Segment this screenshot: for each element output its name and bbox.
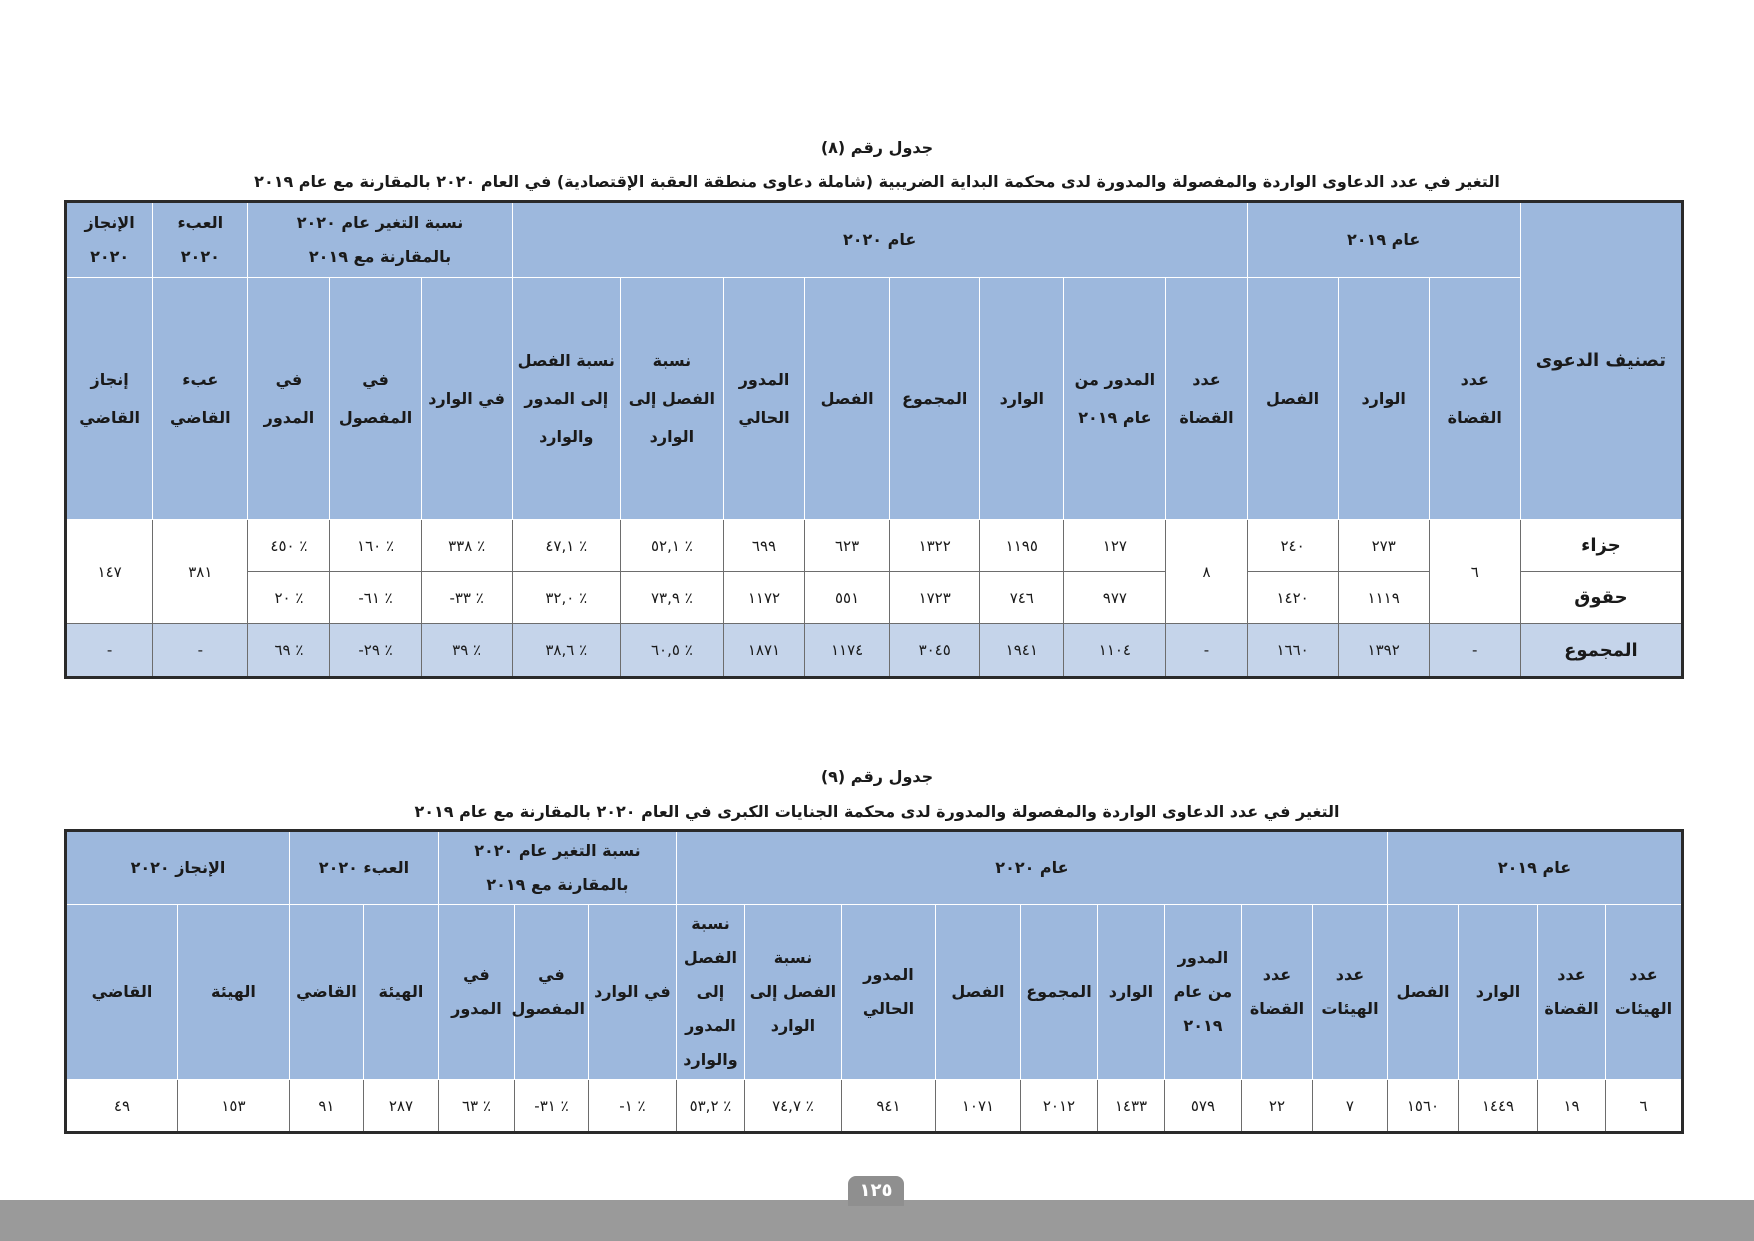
header-change-group	[438, 831, 676, 905]
total-judges-2019: -	[1429, 624, 1520, 678]
cell-change-resolved: ٪ ٦١-	[330, 572, 421, 624]
cell-incoming-2020: ٧٤٦	[980, 572, 1064, 624]
header-ratio-resolved-incoming: نسبة الفصل إلى الوارد	[744, 905, 841, 1080]
change-group-line2: بالمقارنة مع ٢٠١٩	[486, 875, 629, 894]
table-row	[66, 1080, 1683, 1133]
header-incoming-2020: الوارد	[1097, 905, 1164, 1080]
cell-resolved-2019: ١٤٢٠	[1247, 572, 1338, 624]
page-number: ١٢٥	[848, 1176, 904, 1206]
total-change-resolved: ٪ ٢٩-	[330, 624, 421, 678]
header-resolved-2019: الفصل	[1247, 278, 1338, 520]
cell-judge-burden: ٣٨١	[153, 520, 248, 624]
header-judge-achievement: إنجاز القاضي	[66, 278, 153, 520]
cell-panels-2019: ٦	[1606, 1080, 1683, 1133]
header-ratio-resolved-incoming: نسبة الفصل إلى الوارد	[620, 278, 723, 520]
header-burden-group	[153, 202, 248, 278]
table-row	[66, 520, 1683, 572]
cell-current-carried: ٦٩٩	[723, 520, 804, 572]
change-group-line1: نسبة التغير عام ٢٠٢٠	[296, 213, 464, 232]
total-ratio-resolved-carried-incoming: ٪ ٣٨,٦	[512, 624, 620, 678]
total-resolved-2019: ١٦٦٠	[1247, 624, 1338, 678]
cell-resolved-2020: ١٠٧١	[935, 1080, 1020, 1133]
header-change-incoming: في الوارد	[588, 905, 676, 1080]
cell-change-carried: ٪ ٤٥٠	[248, 520, 330, 572]
total-incoming-2020: ١٩٤١	[980, 624, 1064, 678]
total-total-2020: ٣٠٤٥	[890, 624, 980, 678]
cell-judge-achievement: ١٤٧	[66, 520, 153, 624]
table9-subtitle: التغير في عدد الدعاوى الواردة والمفصولة والمدورة لدى محكمة الجنايات الكبرى في العام ٢٠٢٠ بالمقارنة مع عام ٢٠١٩	[414, 802, 1340, 821]
cell-judges-2019: ١٩	[1538, 1080, 1606, 1133]
cell-incoming-2020: ١١٩٥	[980, 520, 1064, 572]
total-judges-2020: -	[1166, 624, 1247, 678]
cell-ratio-resolved-incoming: ٪ ٧٤,٧	[744, 1080, 841, 1133]
cell-carried-from-2019: ٩٧٧	[1064, 572, 1166, 624]
row-label: جزاء	[1520, 520, 1682, 572]
table-total-row	[66, 624, 1683, 678]
cell-incoming-2019: ٢٧٣	[1338, 520, 1429, 572]
total-judge-burden: -	[153, 624, 248, 678]
row-label: حقوق	[1520, 572, 1682, 624]
header-change-carried: في المدور	[438, 905, 514, 1080]
header-total-2020: المجموع	[1020, 905, 1097, 1080]
table8	[64, 200, 1684, 679]
cell-incoming-2019: ١٤٤٩	[1459, 1080, 1538, 1133]
header-burden-judge: القاضي	[289, 905, 363, 1080]
header-incoming-2019: الوارد	[1338, 278, 1429, 520]
total-change-incoming: ٪ ٣٩	[421, 624, 512, 678]
cell-resolved-2020: ٥٥١	[805, 572, 890, 624]
total-carried-from-2019: ١١٠٤	[1064, 624, 1166, 678]
header-current-carried: المدور الحالي	[723, 278, 804, 520]
cell-burden-panel: ٢٨٧	[363, 1080, 438, 1133]
header-burden-panel: الهيئة	[363, 905, 438, 1080]
cell-change-resolved: ٪ ١٦٠	[330, 520, 421, 572]
cell-judges-2019: ٦	[1429, 520, 1520, 624]
header-change-resolved: في المفصول	[514, 905, 588, 1080]
header-ratio-resolved-carried-incoming: نسبة الفصل إلى المدور والوارد	[676, 905, 744, 1080]
cell-judges-2020: ٢٢	[1241, 1080, 1312, 1133]
cell-ratio-resolved-carried-incoming: ٪ ٤٧,١	[512, 520, 620, 572]
header-achievement-panel: الهيئة	[177, 905, 289, 1080]
cell-ratio-resolved-incoming: ٪ ٧٣,٩	[620, 572, 723, 624]
table9	[64, 829, 1684, 1134]
cell-change-incoming: ٪ ٣٣-	[421, 572, 512, 624]
header-change-group	[248, 202, 512, 278]
cell-resolved-2019: ٢٤٠	[1247, 520, 1338, 572]
change-group-line2: بالمقارنة مع ٢٠١٩	[308, 247, 452, 266]
header-incoming-2019: الوارد	[1459, 905, 1538, 1080]
header-judges-2020: عدد القضاة	[1166, 278, 1247, 520]
header-judges-2019: عدد القضاة	[1429, 278, 1520, 520]
header-year-2019: عام ٢٠١٩	[1247, 202, 1520, 278]
table8-caption: جدول رقم (٨)	[820, 138, 934, 157]
header-achievement-judge: القاضي	[66, 905, 178, 1080]
header-judges-2019: عدد القضاة	[1538, 905, 1606, 1080]
table9-caption: جدول رقم (٩)	[820, 767, 934, 786]
cell-change-carried: ٪ ٢٠	[248, 572, 330, 624]
cell-resolved-2020: ٦٢٣	[805, 520, 890, 572]
cell-change-incoming: ٪ ١-	[588, 1080, 676, 1133]
cell-incoming-2020: ١٤٣٣	[1097, 1080, 1164, 1133]
cell-total-2020: ١٣٢٢	[890, 520, 980, 572]
total-judge-achievement: -	[66, 624, 153, 678]
header-change-resolved: في المفصول	[330, 278, 421, 520]
achievement-group-line2: ٢٠٢٠	[90, 247, 130, 266]
header-carried-from-2019: المدور من عام ٢٠١٩	[1064, 278, 1166, 520]
footer-bar	[0, 1200, 1754, 1241]
header-classification: تصنيف الدعوى	[1520, 202, 1682, 520]
total-current-carried: ١٨٧١	[723, 624, 804, 678]
cell-total-2020: ١٧٢٣	[890, 572, 980, 624]
total-resolved-2020: ١١٧٤	[805, 624, 890, 678]
header-current-carried: المدور الحالي	[841, 905, 935, 1080]
header-year-2019: عام ٢٠١٩	[1387, 831, 1682, 905]
header-total-2020: المجموع	[890, 278, 980, 520]
header-judge-burden: عبء القاضي	[153, 278, 248, 520]
header-resolved-2020: الفصل	[805, 278, 890, 520]
header-change-carried: في المدور	[248, 278, 330, 520]
header-carried-from-2019: المدور من عام ٢٠١٩	[1164, 905, 1241, 1080]
cell-ratio-resolved-incoming: ٪ ٥٢,١	[620, 520, 723, 572]
cell-burden-judge: ٩١	[289, 1080, 363, 1133]
cell-current-carried: ٩٤١	[841, 1080, 935, 1133]
cell-carried-from-2019: ٥٧٩	[1164, 1080, 1241, 1133]
cell-change-resolved: ٪ ٣١-	[514, 1080, 588, 1133]
cell-achievement-panel: ١٥٣	[177, 1080, 289, 1133]
change-group-line1: نسبة التغير عام ٢٠٢٠	[474, 841, 641, 860]
total-ratio-resolved-incoming: ٪ ٦٠,٥	[620, 624, 723, 678]
total-label: المجموع	[1520, 624, 1682, 678]
header-judges-2020: عدد القضاة	[1241, 905, 1312, 1080]
total-incoming-2019: ١٣٩٢	[1338, 624, 1429, 678]
cell-total-2020: ٢٠١٢	[1020, 1080, 1097, 1133]
cell-panels-2020: ٧	[1312, 1080, 1387, 1133]
header-year-2020: عام ٢٠٢٠	[676, 831, 1387, 905]
cell-resolved-2019: ١٥٦٠	[1387, 1080, 1458, 1133]
cell-ratio-resolved-carried-incoming: ٪ ٥٣,٢	[676, 1080, 744, 1133]
cell-incoming-2019: ١١١٩	[1338, 572, 1429, 624]
header-resolved-2019: الفصل	[1387, 905, 1458, 1080]
cell-judges-2020: ٨	[1166, 520, 1247, 624]
achievement-group-line1: الإنجاز	[84, 213, 135, 232]
table8-subtitle: التغير في عدد الدعاوى الواردة والمفصولة والمدورة لدى محكمة البداية الضريبية (شاملة دعاوى منطقة العقبة الإقتصادية) في العام ٢٠٢٠ بالمقارنة مع عام ٢٠١٩	[254, 172, 1500, 191]
cell-current-carried: ١١٧٢	[723, 572, 804, 624]
header-panels-2019: عدد الهيئات	[1606, 905, 1683, 1080]
total-change-carried: ٪ ٦٩	[248, 624, 330, 678]
header-achievement-group	[66, 202, 153, 278]
header-achievement-group: الإنجاز ٢٠٢٠	[66, 831, 290, 905]
header-burden-group: العبء ٢٠٢٠	[289, 831, 438, 905]
cell-ratio-resolved-carried-incoming: ٪ ٣٢,٠	[512, 572, 620, 624]
cell-change-incoming: ٪ ٣٣٨	[421, 520, 512, 572]
burden-group-line1: العبء	[177, 213, 224, 232]
cell-change-carried: ٪ ٦٣	[438, 1080, 514, 1133]
burden-group-line2: ٢٠٢٠	[180, 247, 220, 266]
header-change-incoming: في الوارد	[421, 278, 512, 520]
header-panels-2020: عدد الهيئات	[1312, 905, 1387, 1080]
cell-achievement-judge: ٤٩	[66, 1080, 178, 1133]
header-ratio-resolved-carried-incoming: نسبة الفصل إلى المدور والوارد	[512, 278, 620, 520]
header-resolved-2020: الفصل	[935, 905, 1020, 1080]
header-incoming-2020: الوارد	[980, 278, 1064, 520]
header-year-2020: عام ٢٠٢٠	[512, 202, 1247, 278]
cell-carried-from-2019: ١٢٧	[1064, 520, 1166, 572]
